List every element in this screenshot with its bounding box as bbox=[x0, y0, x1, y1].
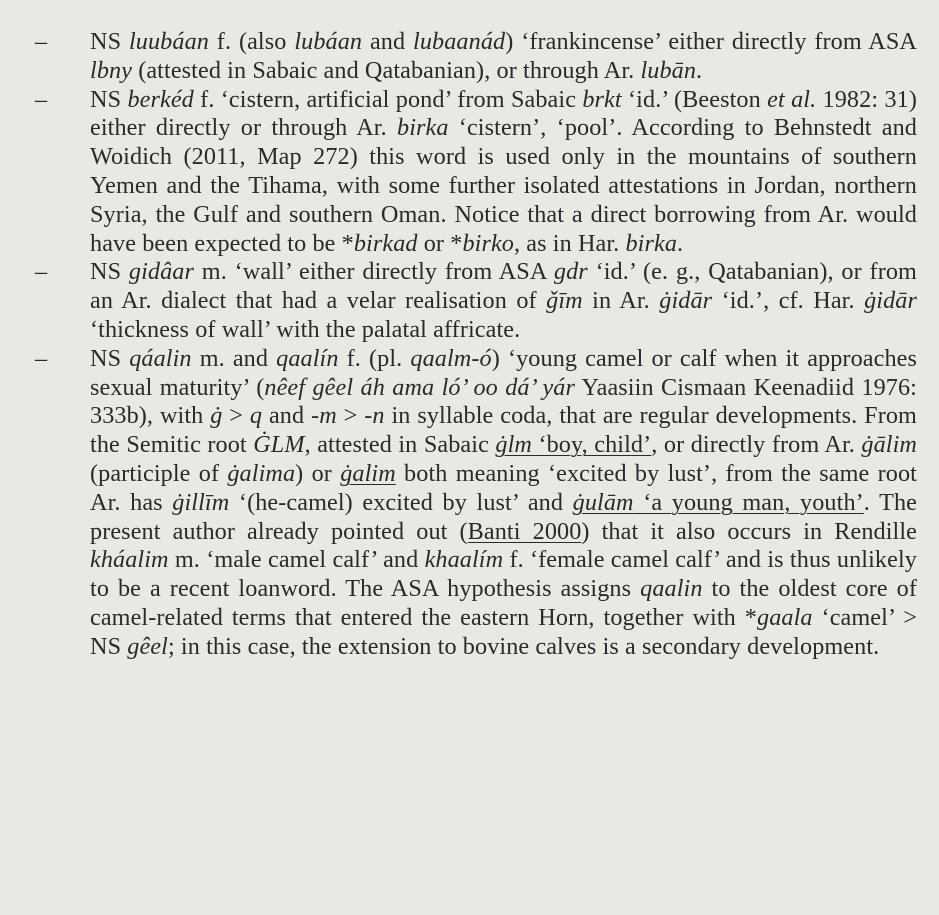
text-run: ) ‘frankincense’ either directly from ASA bbox=[505, 28, 917, 55]
text-run: 1982: 31) either directly or through Ar. bbox=[90, 85, 917, 142]
text-run: to the oldest core of camel-related terms that entered the eastern Horn, together with * bbox=[90, 575, 918, 631]
italic-term: ǧīm bbox=[546, 287, 583, 315]
text-run: f. ‘female camel calf’ and is thus unlikely to be a recent loanword. The ASA hypothesis assigns bbox=[90, 546, 917, 603]
entry-text bbox=[90, 86, 917, 257]
entry-berked bbox=[35, 85, 917, 259]
italic-term: kháalim bbox=[90, 546, 169, 574]
italic-term: gêel bbox=[127, 632, 168, 660]
text-run: Banti 2000 bbox=[467, 517, 582, 545]
italic-term: lubáan bbox=[294, 28, 363, 55]
text-run: and bbox=[262, 402, 312, 430]
bullet-dash: – bbox=[35, 85, 48, 113]
text-run: f. (also bbox=[208, 28, 295, 55]
italic-term: ġidār bbox=[659, 287, 713, 315]
text-run: ‘thickness of wall’ with the palatal affricate. bbox=[90, 315, 521, 343]
text-run: ‘a young man, youth’ bbox=[633, 488, 864, 516]
italic-term: lubān bbox=[640, 56, 697, 84]
text-run: ‘id.’ (Beeston bbox=[621, 85, 768, 113]
italic-term: ġillīm bbox=[172, 488, 230, 516]
italic-term: gidâar bbox=[128, 258, 195, 286]
text-run: . bbox=[677, 229, 684, 257]
italic-term: ġidār bbox=[864, 287, 917, 315]
text-run: , or directly from Ar. bbox=[651, 431, 862, 459]
italic-term: ġālim bbox=[861, 431, 918, 459]
italic-term: ġalim bbox=[340, 459, 396, 487]
text-run: NS bbox=[90, 344, 130, 372]
bullet-dash: – bbox=[35, 28, 48, 55]
entry-gidaar bbox=[35, 258, 917, 344]
italic-term: birka bbox=[625, 229, 678, 257]
text-run: ; in this case, the extension to bovine calves is a secondary development. bbox=[167, 632, 880, 660]
text-run: m. and bbox=[191, 344, 277, 372]
italic-term: ġulām bbox=[572, 488, 634, 516]
italic-term: ġalima bbox=[227, 459, 296, 487]
text-run: f. (pl. bbox=[338, 344, 411, 372]
italic-term: lubaanád bbox=[413, 28, 506, 55]
italic-term: luubáan bbox=[128, 28, 209, 55]
text-run: ‘id.’, cf. Har. bbox=[712, 287, 865, 315]
italic-term: nêef gêel áh ama ló’ oo dá’ yár bbox=[264, 373, 575, 401]
italic-term: berkéd bbox=[127, 85, 194, 113]
text-run: > bbox=[336, 402, 365, 430]
italic-term: q bbox=[249, 402, 263, 430]
text-run: (participle of bbox=[90, 459, 228, 487]
text-run: NS bbox=[90, 28, 129, 55]
text-run: > bbox=[222, 402, 250, 430]
text-run: m. ‘male camel calf’ and bbox=[168, 546, 425, 574]
text-run: ) that it also occurs in Rendille bbox=[581, 517, 918, 545]
bullet-dash: – bbox=[35, 344, 48, 372]
text-run: . The present author already pointed out ( bbox=[90, 488, 918, 545]
italic-term: -m bbox=[311, 402, 337, 430]
text-run: f. ‘cistern, artificial pond’ from Sabaic bbox=[193, 85, 583, 113]
text-run: . bbox=[696, 56, 703, 84]
text-run: NS bbox=[90, 258, 129, 286]
italic-term: qaalin bbox=[640, 575, 703, 603]
bullet-dash: – bbox=[35, 258, 48, 286]
italic-term: qaalm-ó bbox=[410, 344, 492, 372]
italic-term: ĠLM bbox=[253, 431, 305, 459]
italic-term: khaalím bbox=[424, 546, 504, 574]
text-run: or * bbox=[417, 229, 463, 257]
text-run: ‘id.’ (e. g., Qatabanian), or from an Ar. dialect that had a velar realisation of bbox=[90, 258, 917, 315]
text-run: Yaasiin Cismaan Keenadiid 1976: 333b), with bbox=[90, 373, 917, 430]
text-run: ‘(he-camel) excited by lust’ and bbox=[229, 488, 573, 516]
text-run: both meaning ‘excited by lust’, from the same root Ar. has bbox=[90, 459, 917, 516]
text-run: , as in Har. bbox=[514, 229, 626, 257]
entry-text bbox=[90, 345, 917, 660]
text-run: ‘camel’ > NS bbox=[90, 603, 917, 660]
text-run: and bbox=[362, 28, 414, 55]
italic-term: birka bbox=[397, 114, 449, 142]
italic-term: qáalin bbox=[129, 344, 192, 372]
italic-term: gdr bbox=[553, 258, 588, 286]
italic-term: ġlm bbox=[495, 431, 532, 459]
text-run: ) ‘young camel or calf when it approaches sexual maturity’ ( bbox=[90, 344, 917, 401]
text-run: m. ‘wall’ either directly from ASA bbox=[194, 258, 554, 286]
text-run: ‘cistern’, ‘pool’. According to Behnstedt and Woidich (2011, Map 272) this word is used only in the mountains of southern Yemen and the Tihama, with some further isolated attestations in Jordan, northern Syria, the Gulf and southern Oman. Notice that a direct borrowing from Ar. would have been expected to be * bbox=[90, 114, 917, 257]
italic-term: qaalín bbox=[276, 344, 339, 372]
italic-term: et al. bbox=[767, 85, 817, 113]
text-run: in syllable coda, that are regular developments. From the Semitic root bbox=[90, 402, 917, 459]
text-run: ‘boy, child’ bbox=[531, 431, 652, 459]
entry-luubaan bbox=[35, 28, 917, 86]
italic-term: gaala bbox=[757, 603, 813, 631]
italic-term: lbny bbox=[90, 56, 133, 84]
italic-term: birko bbox=[462, 229, 514, 257]
entry-text bbox=[90, 28, 917, 84]
italic-term: -n bbox=[364, 402, 385, 430]
italic-term: brkt bbox=[582, 85, 622, 113]
entry-qaalin bbox=[35, 344, 918, 662]
text-run: NS bbox=[90, 85, 128, 113]
text-run: , attested in Sabaic bbox=[304, 431, 496, 459]
italic-term: ġ bbox=[210, 402, 223, 430]
text-run: in Ar. bbox=[582, 287, 660, 315]
text-run: ) or bbox=[295, 459, 341, 487]
entry-text bbox=[90, 258, 917, 343]
text-run: (attested in Sabaic and Qatabanian), or through Ar. bbox=[132, 56, 641, 84]
italic-term: birkad bbox=[353, 229, 418, 257]
